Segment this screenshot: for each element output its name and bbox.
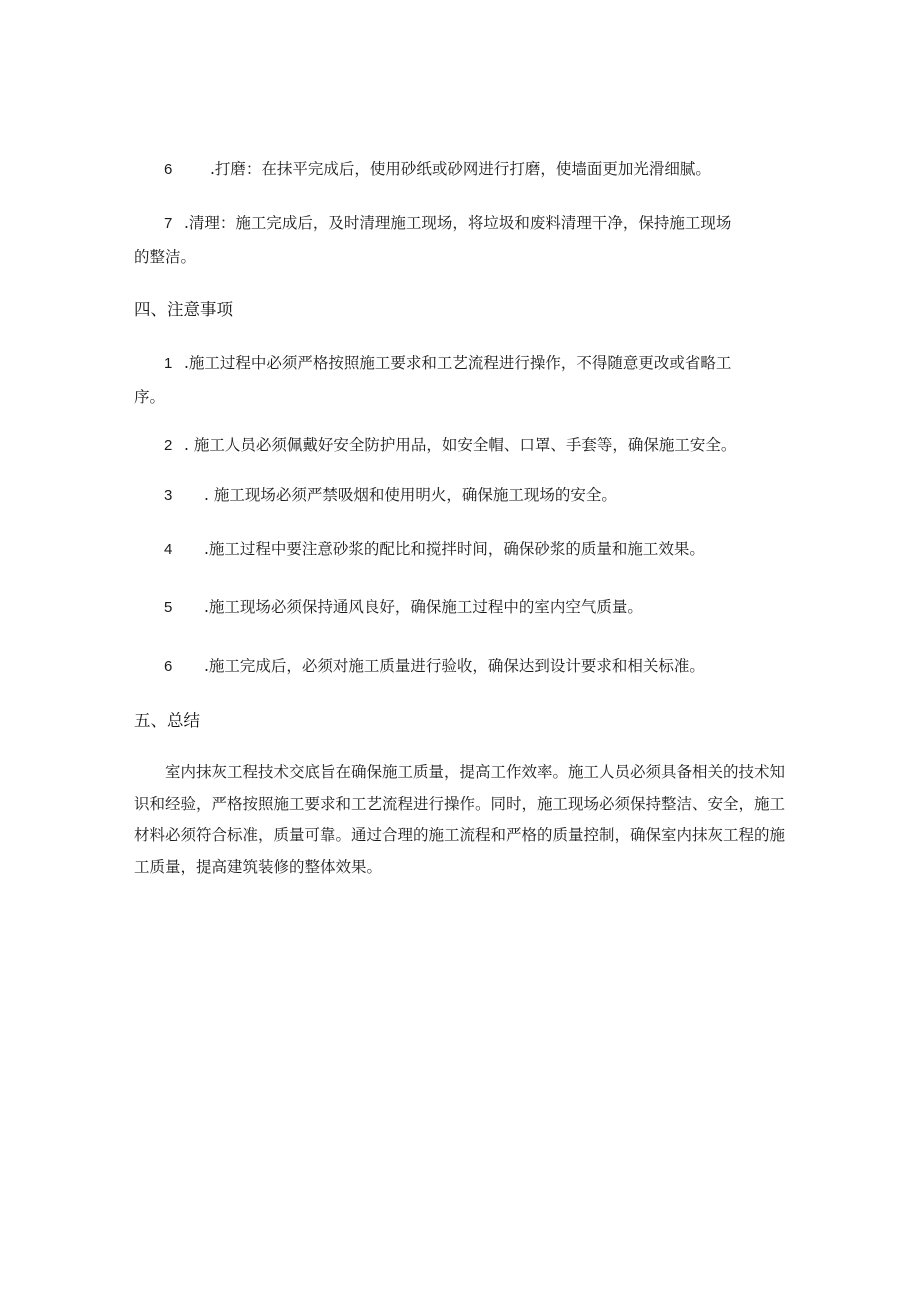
step-text: .打磨：在抹平完成后，使用砂纸或砂网进行打磨，使墙面更加光滑细腻。 bbox=[210, 160, 711, 178]
section-heading: 四、注意事项 bbox=[134, 300, 233, 319]
notice-item bbox=[134, 592, 794, 623]
notice-item bbox=[134, 348, 794, 379]
summary-paragraph: 室内抹灰工程技术交底旨在确保施工质量，提高工作效率。施工人员必须具备相关的技术知识和经验，严格按照施工要求和工艺流程进行操作。同时，施工现场必须保持整洁、安全，施工材料必须符合标准，质量可靠。通过合理的施工流程和严格的质量控制，确保室内抹灰工程的施工质量，提高建筑装修的整体效果。 bbox=[134, 763, 786, 876]
notice-text: . 施工人员必须佩戴好安全防护用品，如安全帽、口罩、手套等，确保施工安全。 bbox=[184, 436, 737, 454]
notice-item bbox=[134, 480, 794, 511]
notice-item bbox=[134, 430, 794, 461]
notice-text: .施工过程中要注意砂浆的配比和搅拌时间，确保砂浆的质量和施工效果。 bbox=[204, 540, 705, 558]
section-heading: 五、总结 bbox=[134, 711, 200, 730]
notice-text: .施工现场必须保持通风良好，确保施工过程中的室内空气质量。 bbox=[204, 598, 643, 616]
notice-text: . 施工现场必须严禁吸烟和使用明火，确保施工现场的安全。 bbox=[204, 486, 617, 504]
notice-number: 4 bbox=[164, 541, 173, 558]
notice-number: 5 bbox=[164, 599, 173, 616]
notice-text: .施工完成后，必须对施工质量进行验收，确保达到设计要求和相关标准。 bbox=[204, 657, 705, 675]
notice-text: .施工过程中必须严格按照施工要求和工艺流程进行操作，不得随意更改或省略工 bbox=[184, 354, 732, 372]
step-text-continued: 的整洁。 bbox=[134, 248, 197, 266]
notice-item bbox=[134, 534, 794, 565]
notice-text-continued: 序。 bbox=[134, 388, 166, 406]
notice-number: 6 bbox=[164, 658, 173, 675]
step-number: 7 bbox=[164, 215, 173, 232]
step-item bbox=[134, 154, 794, 185]
notice-number: 3 bbox=[164, 487, 173, 504]
step-item bbox=[134, 208, 794, 239]
notice-item bbox=[134, 651, 794, 682]
notice-number: 1 bbox=[164, 355, 173, 372]
step-text: .清理：施工完成后，及时清理施工现场，将垃圾和废料清理干净，保持施工现场 bbox=[184, 214, 732, 232]
step-number: 6 bbox=[164, 161, 173, 178]
notice-number: 2 bbox=[164, 437, 173, 454]
